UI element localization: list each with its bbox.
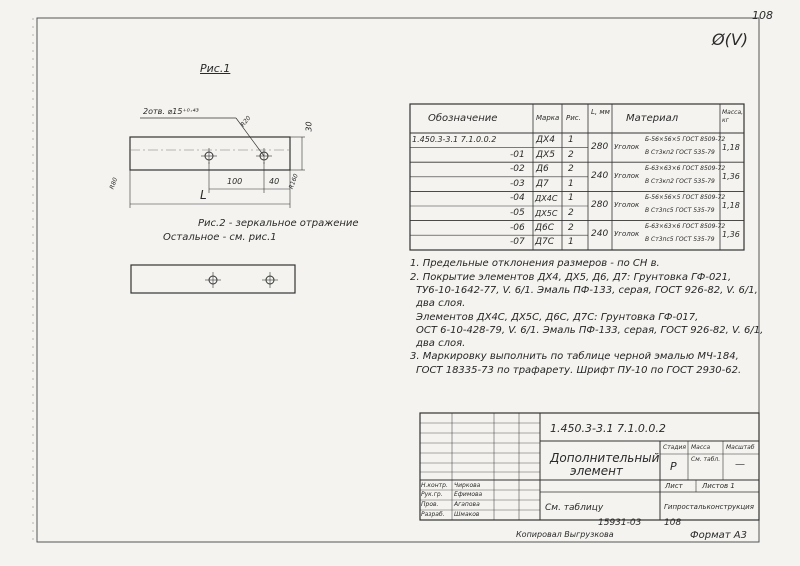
- group-material-word: Уголок: [614, 143, 640, 151]
- row-mark: ДХ5С: [535, 209, 558, 218]
- footer-format: Формат А3: [690, 530, 747, 541]
- group-mass: 1,36: [722, 172, 740, 181]
- header-length: L, мм: [591, 108, 610, 116]
- row-mark: ДХ5: [536, 150, 555, 160]
- tb-scale: —: [735, 459, 745, 470]
- tb-stage-label: Стадия: [663, 444, 687, 451]
- row-designation: -03: [510, 179, 525, 189]
- row-designation: -06: [510, 223, 525, 233]
- note-line: 3. Маркировку выполнить по таблице черной эмалью МЧ-184,: [410, 351, 739, 362]
- row-designation: -05: [510, 208, 525, 218]
- group-mass: 1,18: [722, 201, 740, 210]
- tb-stage: Р: [670, 460, 677, 473]
- group-material-line2: В Ст3кп2 ГОСТ 535-79: [645, 149, 715, 156]
- tb-scale-label: Масштаб: [726, 444, 755, 451]
- tb-role: Н.контр.: [421, 482, 448, 489]
- row-fig: 2: [568, 208, 574, 218]
- note-line: ТУ6-10-1642-77, V. 6/1. Эмаль ПФ-133, серая, ГОСТ 926-82, V. 6/1,: [416, 285, 758, 296]
- fig1-dim-40: 40: [269, 177, 280, 186]
- group-length: 240: [591, 171, 609, 181]
- fig1-roughness-top: R20: [239, 114, 253, 129]
- fig1-part-drawing: [130, 118, 305, 208]
- header-fig: Рис.: [566, 114, 581, 122]
- row-mark: Д6: [536, 164, 549, 174]
- row-fig: 1: [568, 237, 574, 247]
- note-line: 2. Покрытие элементов ДХ4, ДХ5, Д6, Д7: Грунтовка ГФ-021,: [410, 272, 732, 283]
- group-material-line1: Б-63×63×6 ГОСТ 8509-72: [645, 165, 726, 172]
- corner-mark: Ø(V): [712, 30, 749, 49]
- group-material-word: Уголок: [614, 201, 640, 209]
- group-length: 280: [591, 200, 609, 210]
- header-mass: Масса, кг: [722, 109, 744, 124]
- tb-role: Пров.: [421, 501, 439, 508]
- fig2-part-drawing: [131, 265, 295, 293]
- group-material-line1: Б-56×56×5 ГОСТ 8509-72: [645, 194, 726, 201]
- fig2-subtitle: Остальное - см. рис.1: [163, 232, 277, 243]
- header-mark: Марка: [536, 114, 560, 122]
- footer-page: 108: [664, 518, 682, 528]
- group-material-line2: В Ст3пс5 ГОСТ 535-79: [645, 207, 715, 214]
- note-line: 1. Предельные отклонения размеров - по СН в.: [410, 258, 660, 269]
- tb-person: Агапова: [454, 501, 480, 508]
- fig1-roughness-right: R160: [287, 172, 300, 191]
- row-mark: Д7С: [535, 237, 555, 247]
- row-fig: 2: [568, 164, 574, 174]
- tb-person: Ефимова: [454, 491, 483, 498]
- tb-sheet-label: Лист: [665, 482, 683, 490]
- row-fig: 1: [568, 179, 574, 189]
- tb-mass: См. табл.: [691, 456, 721, 463]
- group-material-line2: В Ст3кп2 ГОСТ 535-79: [645, 178, 715, 185]
- row-designation: -01: [510, 150, 525, 160]
- fig1-hole-callout: 2отв. ⌀15⁺⁰·⁴³: [143, 107, 199, 116]
- row-mark: Д7: [536, 179, 549, 189]
- note-line: два слоя.: [416, 298, 466, 309]
- row-mark: ДХ4: [536, 135, 555, 145]
- header-designation: Обозначение: [428, 113, 498, 124]
- tb-name-line2: элемент: [570, 464, 623, 478]
- group-length: 280: [591, 142, 609, 152]
- row-mark: Д6С: [535, 223, 555, 233]
- note-line: Элементов ДХ4С, ДХ5С, Д6С, Д7С: Грунтовка ГФ-017,: [416, 312, 699, 323]
- tb-material: См. таблицу: [545, 503, 604, 513]
- group-material-line2: В Ст3пс5 ГОСТ 535-79: [645, 236, 715, 243]
- note-line: ОСТ 6-10-428-79, V. 6/1. Эмаль ПФ-133, серая, ГОСТ 926-82, V. 6/1,: [416, 325, 764, 336]
- group-length: 240: [591, 229, 609, 239]
- fig1-title: Рис.1: [200, 62, 231, 75]
- group-material-line1: Б-56×56×5 ГОСТ 8509-72: [645, 136, 726, 143]
- tb-mass-label: Масса: [691, 444, 711, 451]
- footer-copied-by: Копировал Выгрузкова: [516, 530, 614, 539]
- footer-inventory: 15931-03: [598, 518, 642, 528]
- group-mass: 1,36: [722, 230, 740, 239]
- fig1-dim-100: 100: [227, 177, 243, 186]
- row-designation: -07: [510, 237, 525, 247]
- fig2-title: Рис.2 - зеркальное отражение: [198, 218, 359, 229]
- row-fig: 1: [568, 135, 574, 145]
- header-material: Материал: [626, 113, 679, 124]
- tb-sheets-label: Листов 1: [702, 482, 735, 490]
- row-designation: -04: [510, 193, 525, 203]
- tb-role: Рук.гр.: [421, 491, 443, 498]
- tb-name-line1: Дополнительный: [550, 451, 660, 465]
- tb-org: Гипростальконструкция: [664, 503, 754, 511]
- fig1-roughness-left: R80: [108, 176, 120, 191]
- row-designation: -02: [510, 164, 525, 174]
- note-line: ГОСТ 18335-73 по трафарету. Шрифт ПУ-10 по ГОСТ 2930-62.: [416, 365, 742, 376]
- group-mass: 1,18: [722, 143, 740, 152]
- row-designation: 1.450.3-3.1 7.1.0.0.2: [412, 135, 497, 144]
- tb-code: 1.450.3-3.1 7.1.0.0.2: [550, 422, 666, 435]
- fig1-dim-height: 30: [304, 121, 314, 132]
- tb-person: Шмаков: [454, 511, 480, 518]
- row-fig: 2: [568, 223, 574, 233]
- tb-person: Чиркова: [454, 482, 481, 489]
- note-line: два слоя.: [416, 338, 466, 349]
- row-fig: 1: [568, 193, 574, 203]
- corner-page-number: 108: [752, 9, 773, 22]
- group-material-line1: Б-63×63×6 ГОСТ 8509-72: [645, 223, 726, 230]
- row-fig: 2: [568, 150, 574, 160]
- row-mark: ДХ4С: [535, 194, 558, 203]
- fig1-dim-L: L: [200, 188, 207, 202]
- group-material-word: Уголок: [614, 172, 640, 180]
- group-material-word: Уголок: [614, 230, 640, 238]
- tb-role: Разраб.: [421, 511, 445, 518]
